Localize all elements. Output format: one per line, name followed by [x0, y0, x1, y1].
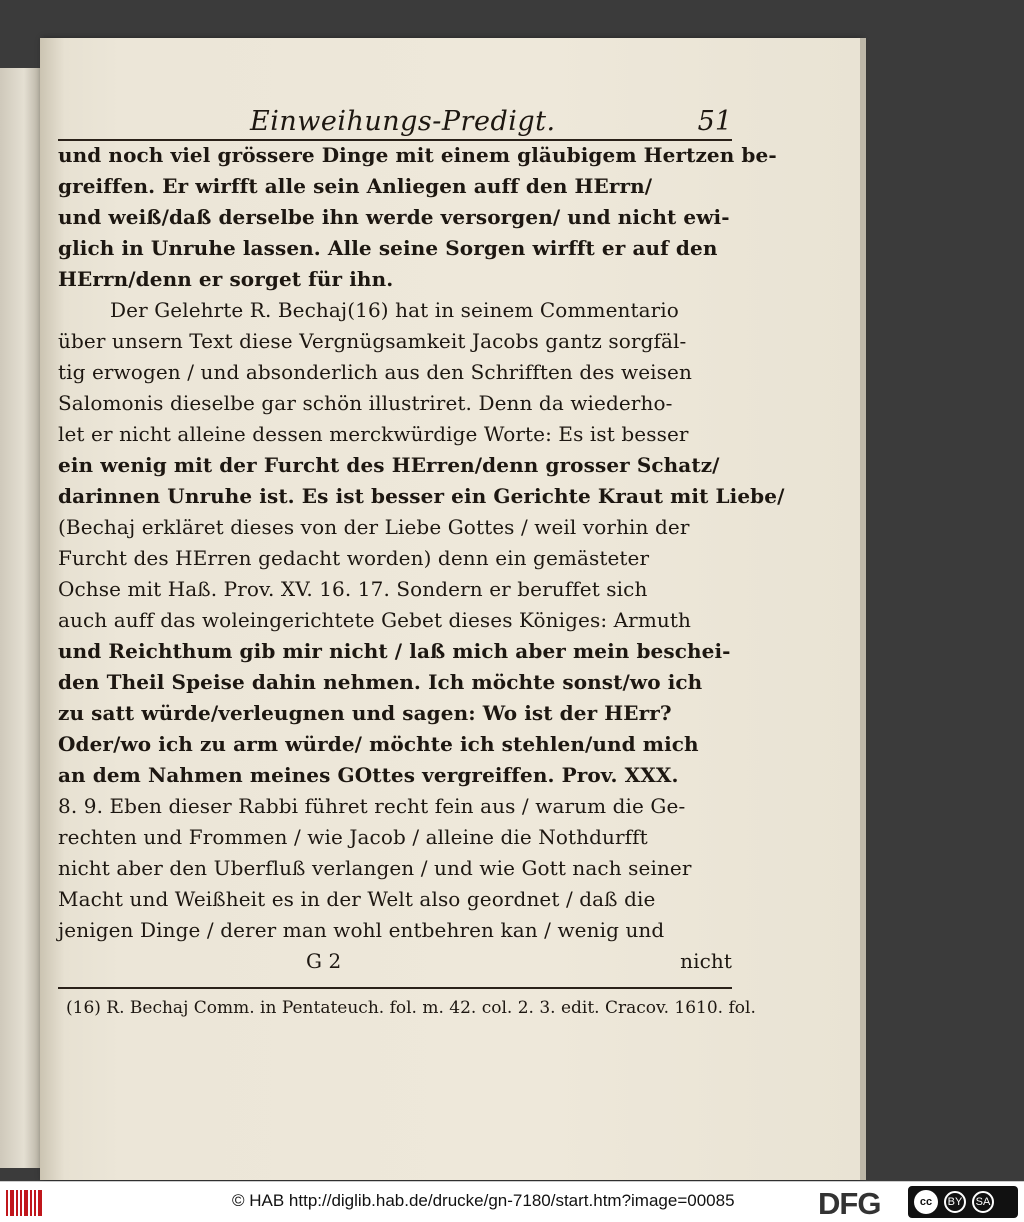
signature-line	[58, 946, 732, 977]
text-line: den Theil Speise dahin nehmen. Ich möchte sonst/wo ich	[58, 670, 703, 694]
text-line: greiffen. Er wirfft alle sein Anliegen auff den HErrn/	[58, 174, 653, 198]
signature-mark: G 2	[306, 949, 342, 973]
text-line: und weiß/daß derselbe ihn werde versorgen/ und nicht ewi-	[58, 205, 730, 229]
text-line: darinnen Unruhe ist. Es ist besser ein Gerichte Kraut mit Liebe/	[58, 484, 785, 508]
page-edge	[860, 38, 866, 1180]
text-line: Macht und Weißheit es in der Welt also geordnet / daß die	[58, 887, 656, 911]
footnote-rule	[58, 987, 732, 989]
viewer-footer	[0, 1181, 1024, 1222]
text-line: nicht aber den Uberfluß verlangen / und wie Gott nach seiner	[58, 856, 692, 880]
copyright-link[interactable]: © HAB http://diglib.hab.de/drucke/gn-7180/start.htm?image=00085	[232, 1191, 735, 1210]
dfg-logo[interactable]: DFG	[818, 1186, 881, 1221]
text-line: HErrn/denn er sorget für ihn.	[58, 267, 394, 291]
text-line: jenigen Dinge / derer man wohl entbehren kan / wenig und	[58, 918, 665, 942]
text-line: und noch viel grössere Dinge mit einem gläubigem Hertzen be-	[58, 143, 777, 167]
text-line: glich in Unruhe lassen. Alle seine Sorgen wirfft er auf den	[58, 236, 718, 260]
page-number: 51	[697, 106, 732, 137]
text-line: Oder/wo ich zu arm würde/ möchte ich stehlen/und mich	[58, 732, 699, 756]
text-line: Der Gelehrte R. Bechaj(16) hat in seinem Commentario	[110, 298, 679, 322]
library-logo[interactable]	[6, 1190, 46, 1216]
text-line: Salomonis dieselbe gar schön illustriret. Denn da wiederho-	[58, 391, 673, 415]
cc-icon: cc	[914, 1190, 938, 1214]
text-line: (Bechaj erkläret dieses von der Liebe Gottes / weil vorhin der	[58, 515, 690, 539]
text-line: über unsern Text diese Vergnügsamkeit Jacobs gantz sorgfäl-	[58, 329, 687, 353]
catchword: nicht	[680, 949, 732, 973]
cc-license-badge[interactable]	[908, 1186, 1018, 1218]
by-icon: BY	[944, 1191, 966, 1213]
sa-icon: SA	[972, 1191, 994, 1213]
text-line: let er nicht alleine dessen merckwürdige Worte: Es ist besser	[58, 422, 689, 446]
page-text	[58, 106, 785, 1021]
text-line: an dem Nahmen meines GOttes vergreiffen. Prov. XXX.	[58, 763, 679, 787]
text-line: und Reichthum gib mir nicht / laß mich aber mein beschei-	[58, 639, 731, 663]
header-rule	[58, 139, 732, 141]
footnote: (16) R. Bechaj Comm. in Pentateuch. fol. m. 42. col. 2. 3. edit. Cracov. 1610. fol.	[66, 998, 756, 1018]
text-line: ein wenig mit der Furcht des HErren/denn grosser Schatz/	[58, 453, 720, 477]
text-line: rechten und Frommen / wie Jacob / alleine die Nothdurfft	[58, 825, 648, 849]
text-line: tig erwogen / und absonderlich aus den Schrifften des weisen	[58, 360, 692, 384]
running-head: Einweihungs-Predigt.	[250, 106, 556, 137]
previous-page-edge	[0, 68, 40, 1168]
text-line: 8. 9. Eben dieser Rabbi führet recht fein aus / warum die Ge-	[58, 794, 686, 818]
text-line: zu satt würde/verleugnen und sagen: Wo ist der HErr?	[58, 701, 672, 725]
text-line: auch auff das woleingerichtete Gebet dieses Königes: Armuth	[58, 608, 691, 632]
text-line: Ochse mit Haß. Prov. XV. 16. 17. Sondern er beruffet sich	[58, 577, 648, 601]
text-line: Furcht des HErren gedacht worden) denn ein gemästeter	[58, 546, 650, 570]
page-header	[58, 106, 732, 140]
